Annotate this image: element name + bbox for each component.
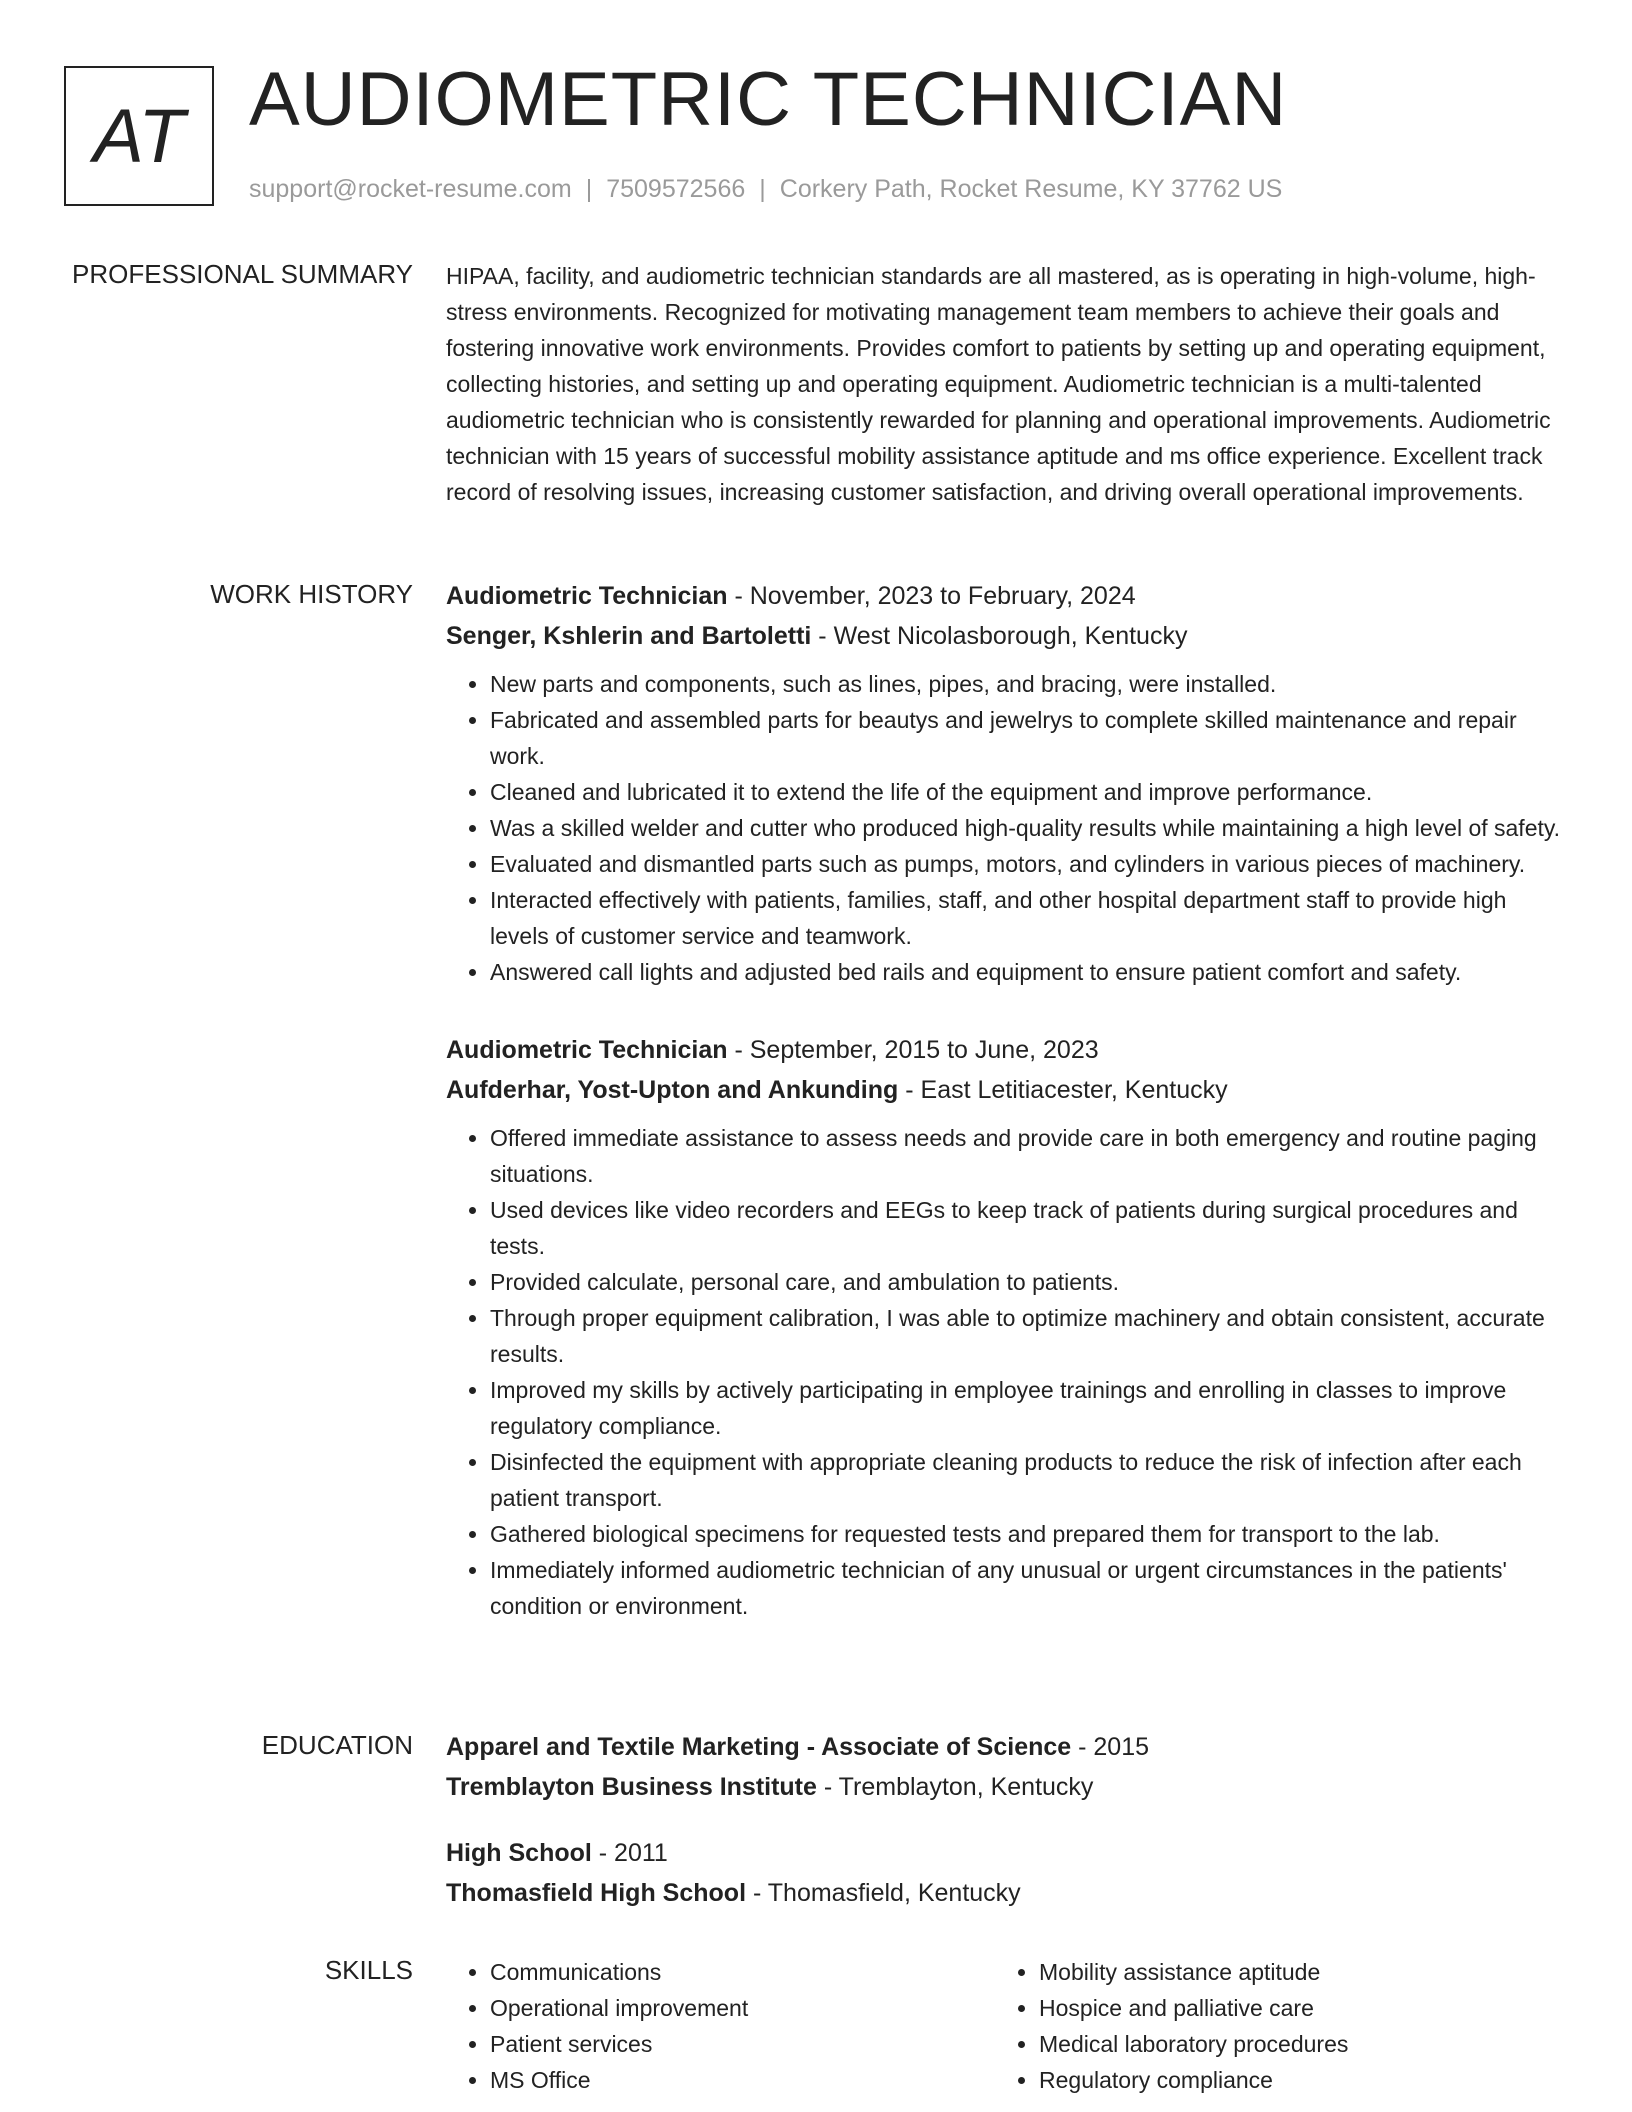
list-item: • Through proper equipment calibration, I was able to optimize machinery and obtain consistent, accurate results.: [490, 1300, 1561, 1372]
job-bullets: [446, 1120, 1561, 1624]
job-title: Audiometric Technician: [446, 582, 728, 610]
monogram-initials: AT: [93, 93, 185, 179]
skills-list-left: [446, 1954, 995, 2098]
job-company: Aufderhar, Yost-Upton and Ankunding: [446, 1076, 899, 1104]
job-location: - West Nicolasborough, Kentucky: [811, 622, 1188, 650]
list-item: • Offered immediate assistance to assess needs and provide care in both emergency and routine paging situations.: [490, 1120, 1561, 1192]
list-item: • Provided calculate, personal care, and ambulation to patients.: [490, 1264, 1561, 1300]
section-label-education: EDUCATION: [261, 1730, 413, 1760]
section-label-summary: PROFESSIONAL SUMMARY: [72, 259, 413, 289]
job-title: Audiometric Technician: [446, 1036, 728, 1064]
list-item: • Improved my skills by actively participating in employee trainings and enrolling in classes to improve regulatory compliance.: [490, 1372, 1561, 1444]
work-history-section: [446, 576, 1561, 1664]
job-entry: [446, 1030, 1561, 1624]
skill-item: • Hospice and palliative care: [1039, 1990, 1544, 2026]
contact-phone: 7509572566: [606, 175, 746, 203]
education-year: - 2011: [591, 1839, 668, 1867]
job-location: - East Letitiacester, Kentucky: [898, 1076, 1228, 1104]
skill-item: • Patient services: [490, 2026, 995, 2062]
education-degree: Apparel and Textile Marketing - Associate of Science: [446, 1733, 1072, 1761]
list-item: • Fabricated and assembled parts for beautys and jewelrys to complete skilled maintenance and repair work.: [490, 702, 1561, 774]
skill-item: • MS Office: [490, 2062, 995, 2098]
education-degree-line: [446, 1833, 1561, 1873]
skill-item: • Medical laboratory procedures: [1039, 2026, 1544, 2062]
contact-line: [249, 175, 1282, 204]
summary-text: HIPAA, facility, and audiometric technician standards are all mastered, as is operating in high-volume, high-stress environments. Recognized for motivating management team members to achieve their goals and fostering innovative work environments. Provides comfort to patients by setting up and operating equipment, collecting histories, and setting up and operating equipment. Audiometric technician is a multi-talented audiometric technician who is consistently rewarded for planning and operational improvements. Audiometric technician with 15 years of successful mobility assistance aptitude and ms office experience. Excellent track record of resolving issues, increasing customer satisfaction, and driving overall operational improvements.: [446, 263, 1551, 505]
job-dates: - September, 2015 to June, 2023: [727, 1036, 1099, 1064]
education-degree: High School: [446, 1839, 592, 1867]
job-bullets: [446, 666, 1561, 990]
education-entry: [446, 1727, 1561, 1807]
education-school-line: [446, 1767, 1561, 1807]
job-title-line: [446, 576, 1561, 616]
section-label-work-history: WORK HISTORY: [210, 579, 413, 609]
skill-item: • Communications: [490, 1954, 995, 1990]
list-item: • Cleaned and lubricated it to extend the life of the equipment and improve performance.: [490, 774, 1561, 810]
skill-item: • Mobility assistance aptitude: [1039, 1954, 1544, 1990]
list-item: • Used devices like video recorders and EEGs to keep track of patients during surgical procedures and tests.: [490, 1192, 1561, 1264]
job-title-line: [446, 1030, 1561, 1070]
education-section: [446, 1727, 1561, 1939]
summary-section: [446, 258, 1561, 510]
education-school: Tremblayton Business Institute: [446, 1773, 817, 1801]
job-company-line: [446, 1070, 1561, 1110]
job-dates: - November, 2023 to February, 2024: [727, 582, 1136, 610]
list-item: • New parts and components, such as lines, pipes, and bracing, were installed.: [490, 666, 1561, 702]
contact-separator: |: [759, 175, 766, 203]
education-location: - Tremblayton, Kentucky: [816, 1773, 1094, 1801]
list-item: • Disinfected the equipment with appropriate cleaning products to reduce the risk of infection after each patient transport.: [490, 1444, 1561, 1516]
education-degree-line: [446, 1727, 1561, 1767]
job-company: Senger, Kshlerin and Bartoletti: [446, 622, 812, 650]
contact-email: support@rocket-resume.com: [249, 175, 572, 203]
section-label-skills: SKILLS: [324, 1955, 413, 1985]
list-item: • Was a skilled welder and cutter who produced high-quality results while maintaining a high level of safety.: [490, 810, 1561, 846]
page-title: AUDIOMETRIC TECHNICIAN: [249, 57, 1288, 142]
skill-item: • Operational improvement: [490, 1990, 995, 2026]
list-item: • Evaluated and dismantled parts such as pumps, motors, and cylinders in various pieces of machinery.: [490, 846, 1561, 882]
monogram-box: [64, 66, 214, 206]
skills-grid: [446, 1954, 1561, 2098]
contact-address: Corkery Path, Rocket Resume, KY 37762 US: [779, 175, 1283, 203]
job-company-line: [446, 616, 1561, 656]
skill-item: • Regulatory compliance: [1039, 2062, 1544, 2098]
list-item: • Interacted effectively with patients, families, staff, and other hospital department staff to provide high levels of customer service and teamwork.: [490, 882, 1561, 954]
list-item: • Immediately informed audiometric technician of any unusual or urgent circumstances in the patients' condition or environment.: [490, 1552, 1561, 1624]
contact-separator: |: [585, 175, 593, 203]
job-entry: [446, 576, 1561, 990]
education-school: Thomasfield High School: [446, 1879, 747, 1907]
education-location: - Thomasfield, Kentucky: [746, 1879, 1021, 1907]
skills-section: [446, 1954, 1561, 2098]
list-item: • Answered call lights and adjusted bed rails and equipment to ensure patient comfort and safety.: [490, 954, 1561, 990]
education-entry: [446, 1833, 1561, 1913]
list-item: • Gathered biological specimens for requested tests and prepared them for transport to the lab.: [490, 1516, 1561, 1552]
education-year: - 2015: [1071, 1733, 1150, 1761]
education-school-line: [446, 1873, 1561, 1913]
skills-list-right: [995, 1954, 1544, 2098]
